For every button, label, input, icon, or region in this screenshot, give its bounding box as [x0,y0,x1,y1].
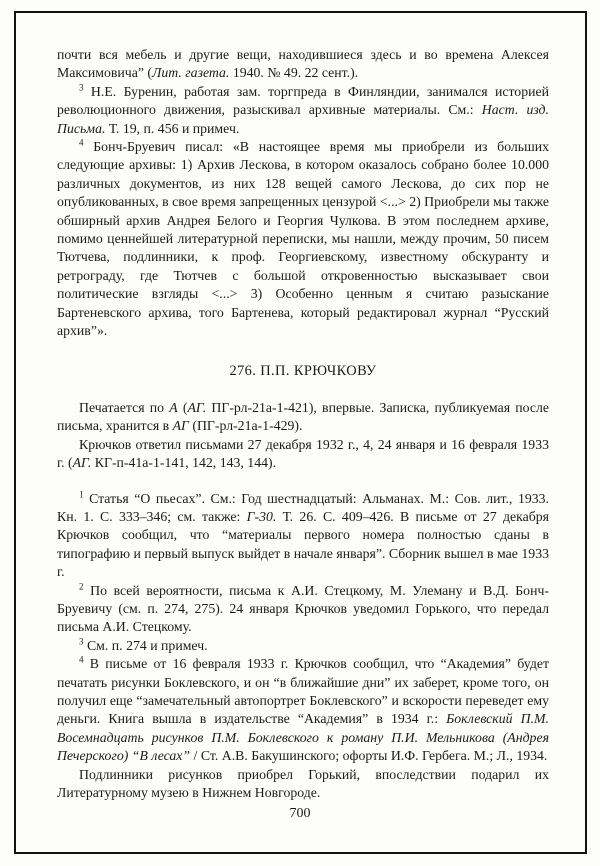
footnote-marker: 3 [79,82,84,93]
text-run: / Ст. А.В. Бакушинского; офорты И.Ф. Гербега. М.; Л., 1934. [190,748,548,764]
text-run-italic: АГ. [72,455,92,471]
text-run: ( [177,399,188,415]
text-run-italic: АГ. [187,399,207,415]
footnote-marker: 4 [79,137,84,148]
page-number: 700 [289,806,311,821]
text-run: Крючков ответил письмами 27 декабря 1932 г., 4, 24 января и 16 февраля 1933 г. ( [57,436,549,471]
text-run: См. п. 274 и примеч. [83,637,208,653]
footnote-marker: 1 [79,488,84,499]
footnote-marker: 4 [79,654,84,665]
text-run: Статья “О пьесах”. См.: Год шестнадцатый: Альманах. М.: Сов. лит., 1933. Кн. 1. С. 333–346; см. также: [57,490,549,524]
text-run: Т. 19, п. 456 и примеч. [105,120,240,136]
text-run: почти вся мебель и другие вещи, находившиеся здесь и во времена Алексея Максимовича” ( [57,47,549,81]
text-block [57,46,549,802]
text-run: Т. 26. С. 409–426. В письме от 27 декабря Крючков сообщил, что “материалы первого номера полностью сданы в типографию и первый выпуск выйдет в начале января”. Сборник вышел в мае 1933 г. [57,508,549,580]
text-run-italic: АГ [172,418,189,434]
footnote-marker: 3 [79,636,84,647]
text-run-italic: Лит. газета. [152,65,230,81]
continuation-paragraph [57,46,549,83]
source-note-paragraph [57,399,549,436]
footnote-4 [57,655,549,765]
footnote-2 [57,582,549,637]
text-run: ПГ-рл-21а-1-421), впервые. Записка, публикуемая после письма, хранится в [57,399,549,434]
text-run: По всей вероятности, письма к А.И. Стецкому, М. Улеману и В.Д. Бонч-Бруевичу (см. п. 274, 275). 24 января Крючков уведомил Горького, что передал письма А.И. Стецкому. [57,582,549,635]
heading-text: 276. П.П. КРЮЧКОВУ [229,362,377,379]
closing-paragraph [57,766,549,802]
footnote-3-previous-letter [57,83,549,138]
text-run: Н.Е. Буренин, работая зам. торгпреда в Финляндии, занимался историей революционного движения, разыскивал архивные материалы. См.: [57,83,549,118]
section-heading [57,362,549,380]
footnote-1 [57,490,549,582]
text-run: Бонч-Бруевич писал: «В настоящее время мы приобрели из больших следующие архивы: 1) Архив Лескова, в котором оказалось собрано более 10.000 различных документов, из них 128 вещей самого Лескова, до сих пор не опубликованных, в свое время запрещенных цензурой <...> 2) Приобрели мы также обширный архив Андрея Белого и Георгия Чулкова. В этом последнем архиве, помимо ценнейшей литературной переписки, мы нашли, между прочим, 50 писем Тютчева, подлинники, к проф. Георгиевскому, известному обскуранту и ретрограду, где Тютчев с большой откровенностью высказывает свои политические взгляды <...> 3) Особенно ценным я считаю разыскание Бартеневского архива, того Бартенева, который редактировал журнал “Русский архив”». [57,139,549,339]
text-run: Печатается по [79,399,170,415]
footnote-3 [57,637,549,655]
text-run: 1940. № 49. 22 сент.). [229,65,359,81]
reply-note-paragraph [57,436,549,473]
text-run: (ПГ-рл-21а-1-429). [188,418,303,434]
text-run-italic: Боклевский П.М. Восемнадцать рисунков П.М. Боклевского к роману П.И. Мельникова (Андрея Печерского) “В лесах” [57,711,549,764]
text-run-italic: А [169,399,178,415]
text-run-italic: Наст. изд. Письма. [57,102,549,136]
text-run: В письме от 16 февраля 1933 г. Крючков сообщил, что “Академия” будет печатать рисунки Боклевского, и он “в ближайшие дни” их заберет, кроме того, он получил еще “замечательный автопортрет Боклевского” и вскорости переведет ему деньги. Книга вышла в издательстве “Академия” в 1934 г.: [57,656,549,727]
text-run: Подлинники рисунков приобрел Горький, впоследствии подарил их Литературному музею в Нижнем Новгороде. [57,766,549,801]
footnote-4-previous-letter [57,138,549,340]
footnote-marker: 2 [79,580,84,591]
text-run-italic: Г-30. [246,508,277,524]
text-run: КГ-п-41а-1-141, 142, 143, 144). [91,455,277,471]
